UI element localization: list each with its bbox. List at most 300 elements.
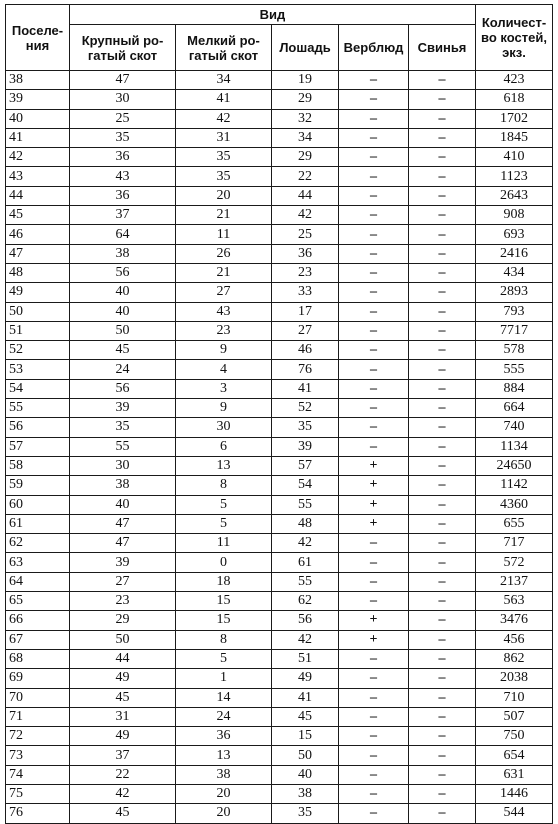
cell-settlement: 46 [6,225,70,244]
cell-horse: 25 [272,225,339,244]
cell-camel: – [339,71,409,90]
cell-horse: 76 [272,360,339,379]
cell-horse: 46 [272,341,339,360]
cell-camel: – [339,765,409,784]
cell-camel: + [339,611,409,630]
table-row [6,476,553,495]
cell-cattle: 50 [70,321,176,340]
cell-pig: – [409,746,476,765]
cell-small-cattle: 30 [176,418,272,437]
cell-cattle: 44 [70,649,176,668]
cell-camel: – [339,727,409,746]
table-row [6,399,553,418]
cell-bone-count: 410 [476,148,553,167]
header-row-species [6,25,553,71]
table-row [6,572,553,591]
cell-bone-count: 423 [476,71,553,90]
cell-settlement: 39 [6,90,70,109]
cell-settlement: 54 [6,379,70,398]
table-row [6,148,553,167]
cell-small-cattle: 5 [176,514,272,533]
cell-cattle: 64 [70,225,176,244]
cell-small-cattle: 15 [176,592,272,611]
cell-settlement: 59 [6,476,70,495]
cell-bone-count: 24650 [476,456,553,475]
cell-small-cattle: 9 [176,399,272,418]
cell-pig: – [409,572,476,591]
cell-small-cattle: 18 [176,572,272,591]
cell-settlement: 60 [6,495,70,514]
header-species-group: Вид [70,5,476,25]
cell-small-cattle: 36 [176,727,272,746]
cell-small-cattle: 35 [176,148,272,167]
cell-horse: 33 [272,283,339,302]
cell-pig: – [409,186,476,205]
cell-pig: – [409,206,476,225]
cell-camel: – [339,592,409,611]
cell-pig: – [409,649,476,668]
cell-cattle: 30 [70,90,176,109]
cell-cattle: 45 [70,688,176,707]
cell-horse: 32 [272,109,339,128]
cell-small-cattle: 21 [176,206,272,225]
cell-small-cattle: 24 [176,707,272,726]
cell-small-cattle: 20 [176,784,272,803]
cell-camel: – [339,302,409,321]
table-row [6,688,553,707]
cell-bone-count: 2038 [476,669,553,688]
cell-settlement: 74 [6,765,70,784]
cell-camel: – [339,206,409,225]
table-row [6,437,553,456]
cell-horse: 23 [272,263,339,282]
cell-camel: – [339,649,409,668]
cell-bone-count: 507 [476,707,553,726]
cell-bone-count: 4360 [476,495,553,514]
cell-pig: – [409,784,476,803]
cell-horse: 41 [272,688,339,707]
cell-horse: 42 [272,206,339,225]
cell-camel: + [339,476,409,495]
table-row [6,765,553,784]
cell-settlement: 50 [6,302,70,321]
cell-pig: – [409,495,476,514]
header-pig: Свинья [409,25,476,71]
cell-horse: 22 [272,167,339,186]
cell-small-cattle: 3 [176,379,272,398]
header-bone-count: Количест-во костей, экз. [476,5,553,71]
cell-small-cattle: 13 [176,456,272,475]
cell-horse: 42 [272,630,339,649]
cell-bone-count: 655 [476,514,553,533]
table-row [6,495,553,514]
cell-small-cattle: 34 [176,71,272,90]
cell-camel: – [339,263,409,282]
cell-cattle: 36 [70,186,176,205]
cell-camel: – [339,109,409,128]
table-row [6,746,553,765]
cell-bone-count: 572 [476,553,553,572]
cell-pig: – [409,283,476,302]
cell-settlement: 52 [6,341,70,360]
cell-settlement: 69 [6,669,70,688]
cell-camel: – [339,90,409,109]
table-row [6,592,553,611]
cell-camel: – [339,186,409,205]
table-row [6,360,553,379]
cell-cattle: 39 [70,399,176,418]
cell-cattle: 56 [70,263,176,282]
cell-cattle: 29 [70,611,176,630]
table-row [6,283,553,302]
cell-settlement: 64 [6,572,70,591]
header-small-cattle: Мелкий ро-гатый скот [176,25,272,71]
cell-settlement: 75 [6,784,70,803]
cell-cattle: 27 [70,572,176,591]
cell-cattle: 40 [70,283,176,302]
cell-settlement: 42 [6,148,70,167]
cell-bone-count: 2137 [476,572,553,591]
cell-horse: 39 [272,437,339,456]
table-row [6,611,553,630]
cell-bone-count: 793 [476,302,553,321]
cell-cattle: 39 [70,553,176,572]
cell-cattle: 50 [70,630,176,649]
cell-cattle: 45 [70,341,176,360]
cell-settlement: 61 [6,514,70,533]
cell-settlement: 65 [6,592,70,611]
cell-camel: – [339,128,409,147]
table-row [6,90,553,109]
table-row [6,302,553,321]
cell-pig: – [409,707,476,726]
table-row [6,225,553,244]
cell-pig: – [409,244,476,263]
cell-horse: 29 [272,148,339,167]
cell-camel: – [339,360,409,379]
cell-horse: 34 [272,128,339,147]
cell-cattle: 55 [70,437,176,456]
cell-bone-count: 1446 [476,784,553,803]
cell-settlement: 41 [6,128,70,147]
cell-small-cattle: 23 [176,321,272,340]
header-camel: Верблюд [339,25,409,71]
cell-camel: – [339,379,409,398]
cell-cattle: 43 [70,167,176,186]
table-row [6,379,553,398]
cell-horse: 56 [272,611,339,630]
cell-settlement: 43 [6,167,70,186]
cell-pig: – [409,553,476,572]
cell-pig: – [409,765,476,784]
cell-camel: – [339,225,409,244]
table-body [6,71,553,824]
cell-settlement: 72 [6,727,70,746]
cell-settlement: 44 [6,186,70,205]
cell-pig: – [409,379,476,398]
cell-camel: – [339,341,409,360]
cell-settlement: 71 [6,707,70,726]
cell-small-cattle: 26 [176,244,272,263]
table-row [6,514,553,533]
cell-bone-count: 631 [476,765,553,784]
cell-bone-count: 908 [476,206,553,225]
table-row [6,784,553,803]
cell-settlement: 56 [6,418,70,437]
cell-horse: 62 [272,592,339,611]
cell-horse: 35 [272,418,339,437]
cell-small-cattle: 41 [176,90,272,109]
table-row [6,669,553,688]
cell-small-cattle: 9 [176,341,272,360]
cell-horse: 40 [272,765,339,784]
cell-horse: 29 [272,90,339,109]
table-row [6,167,553,186]
cell-pig: – [409,341,476,360]
cell-pig: – [409,90,476,109]
cell-cattle: 31 [70,707,176,726]
cell-settlement: 67 [6,630,70,649]
cell-cattle: 35 [70,418,176,437]
table-row [6,804,553,823]
cell-bone-count: 710 [476,688,553,707]
cell-camel: – [339,437,409,456]
cell-horse: 27 [272,321,339,340]
cell-horse: 57 [272,456,339,475]
cell-small-cattle: 14 [176,688,272,707]
cell-pig: – [409,592,476,611]
cell-cattle: 37 [70,746,176,765]
cell-bone-count: 750 [476,727,553,746]
cell-pig: – [409,418,476,437]
cell-bone-count: 1142 [476,476,553,495]
cell-pig: – [409,71,476,90]
cell-settlement: 38 [6,71,70,90]
table-row [6,244,553,263]
cell-pig: – [409,167,476,186]
table-row [6,128,553,147]
cell-bone-count: 434 [476,263,553,282]
cell-bone-count: 7717 [476,321,553,340]
cell-horse: 61 [272,553,339,572]
header-cattle: Крупный ро-гатый скот [70,25,176,71]
cell-camel: – [339,244,409,263]
cell-pig: – [409,611,476,630]
cell-bone-count: 664 [476,399,553,418]
cell-cattle: 30 [70,456,176,475]
cell-horse: 35 [272,804,339,823]
header-settlement: Поселе-ния [6,5,70,71]
cell-camel: – [339,746,409,765]
cell-cattle: 49 [70,669,176,688]
cell-cattle: 40 [70,302,176,321]
table-row [6,341,553,360]
cell-bone-count: 2643 [476,186,553,205]
table-row [6,649,553,668]
cell-horse: 54 [272,476,339,495]
cell-small-cattle: 20 [176,804,272,823]
cell-horse: 55 [272,495,339,514]
cell-horse: 55 [272,572,339,591]
table-row [6,707,553,726]
cell-pig: – [409,109,476,128]
cell-small-cattle: 11 [176,225,272,244]
table-row [6,456,553,475]
cell-pig: – [409,360,476,379]
cell-pig: – [409,456,476,475]
cell-pig: – [409,476,476,495]
cell-camel: – [339,399,409,418]
cell-horse: 49 [272,669,339,688]
cell-bone-count: 884 [476,379,553,398]
cell-small-cattle: 42 [176,109,272,128]
cell-cattle: 42 [70,784,176,803]
cell-settlement: 66 [6,611,70,630]
cell-camel: + [339,495,409,514]
cell-horse: 19 [272,71,339,90]
table-row [6,534,553,553]
cell-cattle: 56 [70,379,176,398]
cell-small-cattle: 15 [176,611,272,630]
cell-settlement: 55 [6,399,70,418]
cell-bone-count: 578 [476,341,553,360]
cell-settlement: 47 [6,244,70,263]
cell-bone-count: 693 [476,225,553,244]
cell-camel: – [339,784,409,803]
cell-camel: – [339,707,409,726]
cell-pig: – [409,399,476,418]
cell-bone-count: 2416 [476,244,553,263]
cell-small-cattle: 5 [176,495,272,514]
cell-small-cattle: 20 [176,186,272,205]
cell-camel: – [339,148,409,167]
cell-cattle: 40 [70,495,176,514]
cell-horse: 17 [272,302,339,321]
cell-settlement: 45 [6,206,70,225]
cell-cattle: 47 [70,514,176,533]
cell-cattle: 35 [70,128,176,147]
cell-settlement: 40 [6,109,70,128]
cell-settlement: 70 [6,688,70,707]
cell-camel: – [339,553,409,572]
table-row [6,109,553,128]
cell-horse: 44 [272,186,339,205]
cell-small-cattle: 8 [176,476,272,495]
cell-horse: 52 [272,399,339,418]
cell-cattle: 38 [70,244,176,263]
cell-bone-count: 3476 [476,611,553,630]
cell-small-cattle: 35 [176,167,272,186]
animal-bones-table [5,4,553,824]
cell-camel: – [339,572,409,591]
cell-bone-count: 618 [476,90,553,109]
cell-camel: – [339,688,409,707]
cell-settlement: 76 [6,804,70,823]
cell-small-cattle: 38 [176,765,272,784]
cell-bone-count: 456 [476,630,553,649]
table-row [6,418,553,437]
cell-camel: – [339,534,409,553]
cell-pig: – [409,437,476,456]
cell-camel: – [339,669,409,688]
cell-small-cattle: 5 [176,649,272,668]
cell-cattle: 49 [70,727,176,746]
cell-bone-count: 555 [476,360,553,379]
cell-pig: – [409,263,476,282]
cell-cattle: 25 [70,109,176,128]
cell-cattle: 22 [70,765,176,784]
cell-horse: 45 [272,707,339,726]
cell-pig: – [409,514,476,533]
cell-pig: – [409,727,476,746]
table-header [6,5,553,71]
cell-settlement: 58 [6,456,70,475]
cell-camel: – [339,283,409,302]
cell-horse: 38 [272,784,339,803]
cell-small-cattle: 31 [176,128,272,147]
cell-pig: – [409,669,476,688]
cell-pig: – [409,128,476,147]
cell-horse: 36 [272,244,339,263]
cell-small-cattle: 13 [176,746,272,765]
cell-camel: – [339,418,409,437]
cell-horse: 42 [272,534,339,553]
cell-horse: 51 [272,649,339,668]
cell-settlement: 62 [6,534,70,553]
cell-bone-count: 2893 [476,283,553,302]
cell-bone-count: 563 [476,592,553,611]
table-row [6,727,553,746]
table-row [6,321,553,340]
cell-horse: 41 [272,379,339,398]
cell-small-cattle: 4 [176,360,272,379]
cell-horse: 48 [272,514,339,533]
cell-cattle: 23 [70,592,176,611]
cell-bone-count: 1845 [476,128,553,147]
cell-pig: – [409,302,476,321]
cell-settlement: 48 [6,263,70,282]
cell-small-cattle: 43 [176,302,272,321]
cell-bone-count: 654 [476,746,553,765]
cell-small-cattle: 1 [176,669,272,688]
cell-camel: – [339,321,409,340]
table-row [6,186,553,205]
cell-bone-count: 544 [476,804,553,823]
cell-settlement: 57 [6,437,70,456]
cell-small-cattle: 21 [176,263,272,282]
cell-camel: – [339,167,409,186]
cell-cattle: 38 [70,476,176,495]
cell-pig: – [409,148,476,167]
cell-pig: – [409,804,476,823]
cell-pig: – [409,630,476,649]
cell-horse: 15 [272,727,339,746]
cell-small-cattle: 11 [176,534,272,553]
cell-small-cattle: 0 [176,553,272,572]
table-row [6,206,553,225]
cell-settlement: 53 [6,360,70,379]
cell-settlement: 51 [6,321,70,340]
cell-cattle: 37 [70,206,176,225]
cell-cattle: 47 [70,534,176,553]
table-row [6,553,553,572]
cell-bone-count: 1702 [476,109,553,128]
cell-cattle: 24 [70,360,176,379]
cell-camel: + [339,630,409,649]
header-horse: Лошадь [272,25,339,71]
cell-small-cattle: 8 [176,630,272,649]
cell-horse: 50 [272,746,339,765]
